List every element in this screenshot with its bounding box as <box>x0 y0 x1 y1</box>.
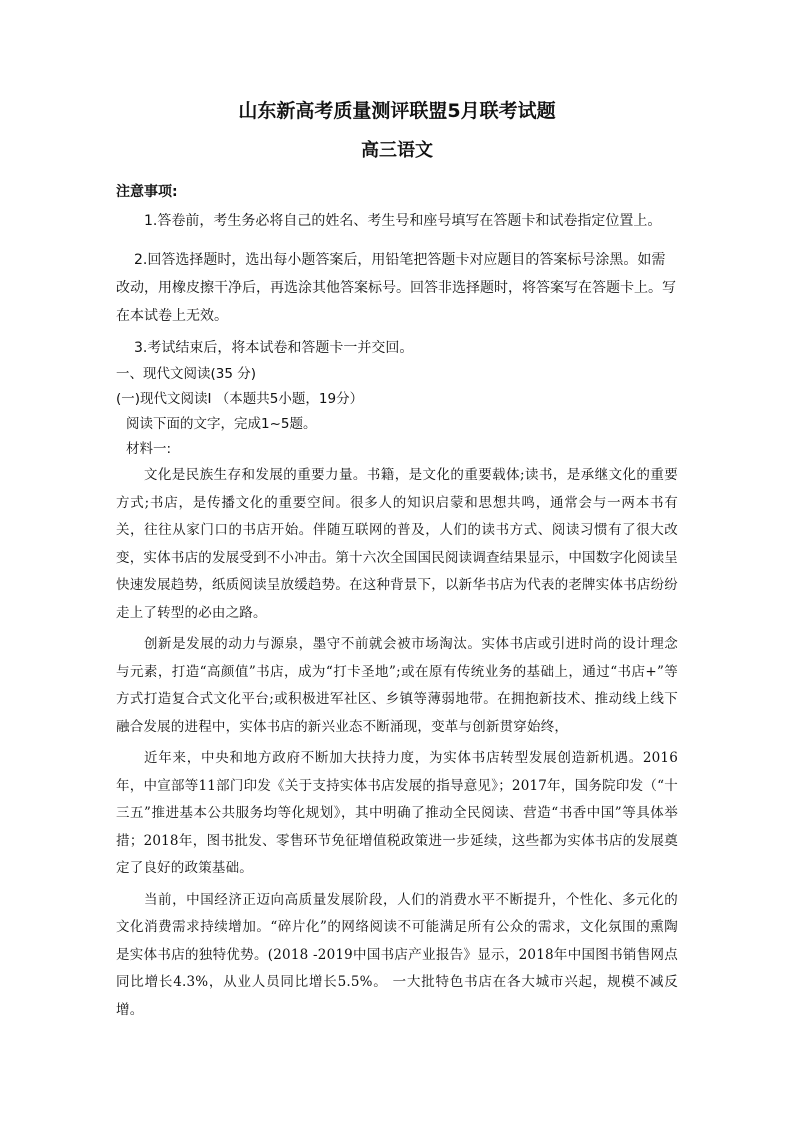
body-paragraph-3: 近年来，中央和地方政府不断加大扶持力度，为实体书店转型发展创造新机遇。2016年，中宣部等11部门印发《关于支持实体书店发展的指导意见》；2017年，国务院印发（“十三五”推进基本公共服务均等化规划》，其中明确了推动全民阅读、营造“书香中国”等具体举措；2018年，图书批发、零售环节免征增值税政策进一步延续，这些都为实体书店的发展奠定了良好的政策基础。 <box>116 750 678 876</box>
subsection-heading: (一)现代文阅读Ⅰ （本题共5小题，19分） <box>116 391 364 407</box>
exam-title: 山东新高考质量测评联盟5月联考试题 <box>238 100 556 122</box>
exam-subject: 高三语文 <box>361 140 433 161</box>
notice-heading: 注意事项: <box>116 184 178 200</box>
body-paragraph-2: 创新是发展的动力与源泉，墨守不前就会被市场淘汰。实体书店或引进时尚的设计理念与元素，打造“高颜值”书店，成为“打卡圣地”;或在原有传统业务的基础上，通过“书店+”等方式打造复合式文化平台;或积极进军社区、乡镇等薄弱地带。在拥抱新技术、推动线上线下融合发展的进程中，实体书店的新兴业态不断涌现，变革与创新贯穿始终， <box>116 636 678 735</box>
material-label: 材料一: <box>126 441 172 457</box>
section-heading: 一、现代文阅读(35 分) <box>116 366 257 382</box>
body-paragraph-1: 文化是民族生存和发展的重要力量。书籍，是文化的重要载体;读书，是承继文化的重要方式;书店，是传播文化的重要空间。很多人的知识启蒙和思想共鸣，通常会与一两本书有关，往往从家门口的书店开始。伴随互联网的普及，人们的读书方式、阅读习惯有了很大改变，实体书店的发展受到不小冲击。第十六次全国国民阅读调查结果显示，中国数字化阅读呈快速发展趋势，纸质阅读呈放缓趋势。在这种背景下，以新华书店为代表的老牌实体书店纷纷走上了转型的必由之路。 <box>116 467 678 621</box>
notice-item-3: 3.考试结束后，将本试卷和答题卡一并交回。 <box>134 340 414 356</box>
notice-item-2: 2.回答选择题时，选出每小题答案后，用铅笔把答题卡对应题目的答案标号涂黑。如需改动，用橡皮擦干净后，再选涂其他答案标号。回答非选择题时，将答案写在答题卡上。写在本试卷上无效。 <box>116 252 676 324</box>
exam-content <box>116 181 678 1024</box>
reading-instruction: 阅读下面的文字，完成1~5题。 <box>126 416 317 432</box>
notice-item-1: 1.答卷前，考生务必将自己的姓名、考生号和座号填写在答题卡和试卷指定位置上。 <box>144 213 662 229</box>
body-paragraph-4: 当前，中国经济正迈向高质量发展阶段，人们的消费水平不断提升，个性化、多元化的文化消费需求持续增加。“碎片化”的网络阅读不可能满足所有公众的需求，文化氛围的熏陶是实体书店的独特优势。(2018 -2019中国书店产业报告》显示，2018年中国图书销售网点同比增长4.3%，从业人员同比增长5.5%。 一大批特色书店在各大城市兴起，规模不减反增。 <box>116 891 678 1018</box>
